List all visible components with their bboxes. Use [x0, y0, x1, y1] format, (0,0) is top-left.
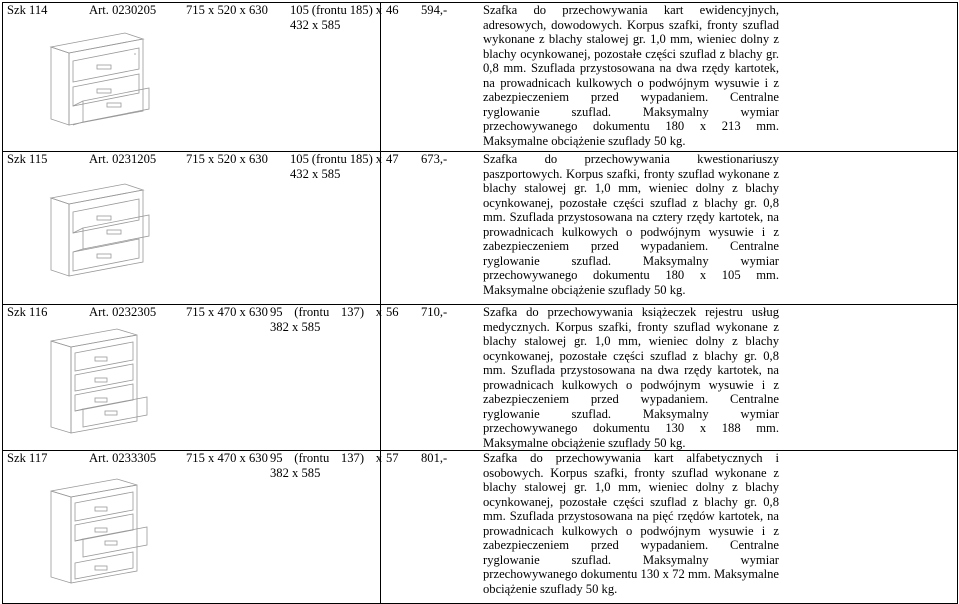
left-cell	[3, 3, 381, 152]
front-dims: 105 (frontu 185) x 432 x 585	[290, 152, 382, 181]
item-number: 56	[386, 305, 399, 319]
description: Szafka do przechowywania książeczek rejestru usług medycznych. Korpus szafki, fronty szuflad wykonane z blachy stalowej gr. 1,0 mm, wieniec dolny z blachy ocynkowanej, pozostałe części szuflad z blachy gr. 0,8 mm. Szuflada przystosowana na dwa rzędy kartotek, na prowadnicach kulkowych o podwójnym wysuwie i z zabezpieczeniem przed wypadaniem. Centralne ryglowanie szuflad. Maksymalny wymiar przechowywanego dokumentu 130 x 188 mm. Maksymalne obciążenie szuflady 50 kg.	[483, 305, 779, 450]
right-cell	[381, 451, 958, 604]
front-dims: 95 (frontu 137) x 382 x 585	[270, 451, 382, 480]
item-number: 47	[386, 152, 399, 166]
right-cell	[381, 305, 958, 451]
price: 673,-	[421, 152, 448, 166]
right-cell	[381, 152, 958, 305]
filing-cabinet-3-drawer-icon	[47, 180, 157, 280]
szk-code: Szk 117	[7, 451, 48, 465]
art-number: Art. 0232305	[89, 305, 157, 319]
description: Szafka do przechowywania kart alfabetycznych i osobowych. Korpus szafki, fronty szuflad wykonane z blachy stalowej gr. 1,0 mm, wieniec dolny z blachy ocynkowanej, pozostałe części szuflad z blachy gr. 0,8 mm. Szuflada przystosowana na pięć rzędów kartotek, na prowadnicach kulkowych o podwójnym wysuwie i z zabezpieczeniem przed wypadaniem. Centralne ryglowanie szuflad. Maksymalny wymiar przechowywanego dokumentu 130 x 72 mm. Maksymalne obciążenie szuflady 50 kg.	[483, 451, 779, 596]
table-row	[3, 305, 958, 451]
filing-cabinet-4-drawer-icon	[47, 477, 157, 587]
table-row	[3, 3, 958, 152]
left-cell	[3, 305, 381, 451]
price: 801,-	[421, 451, 448, 465]
filing-cabinet-4-drawer-icon	[47, 327, 157, 437]
item-number: 57	[386, 451, 399, 465]
outer-dims: 715 x 520 x 630	[186, 3, 268, 17]
price: 710,-	[421, 305, 448, 319]
front-dims: 105 (frontu 185) x 432 x 585	[290, 3, 382, 32]
product-table	[2, 2, 958, 604]
item-number: 46	[386, 3, 399, 17]
szk-code: Szk 114	[7, 3, 48, 17]
left-cell	[3, 152, 381, 305]
szk-code: Szk 115	[7, 152, 48, 166]
right-cell	[381, 3, 958, 152]
left-cell	[3, 451, 381, 604]
description: Szafka do przechowywania kart ewidencyjnych, adresowych, dowodowych. Korpus szafki, fronty szuflad wykonane z blachy stalowej gr. 1,0 mm, wieniec dolny z blachy ocynkowanej, pozostałe części szuflad z blachy gr. 0,8 mm. Szuflada przystosowana na dwa rzędy kartotek, na prowadnicach kulkowych o podwójnym wysuwie i z zabezpieczeniem przed wypadaniem. Centralne ryglowanie szuflad. Maksymalny wymiar przechowywanego dokumentu 180 x 213 mm. Maksymalne obciążenie szuflady 50 kg.	[483, 3, 779, 148]
art-number: Art. 0231205	[89, 152, 157, 166]
description: Szafka do przechowywania kwestionariuszy paszportowych. Korpus szafki, fronty szuflad wykonane z blachy stalowej gr. 1,0 mm, wieniec dolny z blachy ocynkowanej, pozostałe części szuflad z blachy gr. 0,8 mm. Szuflada przystosowana na cztery rzędy kartotek, na prowadnicach kulkowych o podwójnym wysuwie i z zabezpieczeniem przed wypadaniem. Centralne ryglowanie szuflad. Maksymalny wymiar przechowywanego dokumentu 180 x 105 mm. Maksymalne obciążenie szuflady 50 kg.	[483, 152, 779, 297]
szk-code: Szk 116	[7, 305, 48, 319]
filing-cabinet-3-drawer-icon	[47, 29, 157, 129]
table-row	[3, 451, 958, 604]
front-dims: 95 (frontu 137) x 382 x 585	[270, 305, 382, 334]
art-number: Art. 0230205	[89, 3, 157, 17]
table-row	[3, 152, 958, 305]
outer-dims: 715 x 470 x 630	[186, 305, 268, 319]
art-number: Art. 0233305	[89, 451, 157, 465]
outer-dims: 715 x 470 x 630	[186, 451, 268, 465]
outer-dims: 715 x 520 x 630	[186, 152, 268, 166]
price: 594,-	[421, 3, 448, 17]
